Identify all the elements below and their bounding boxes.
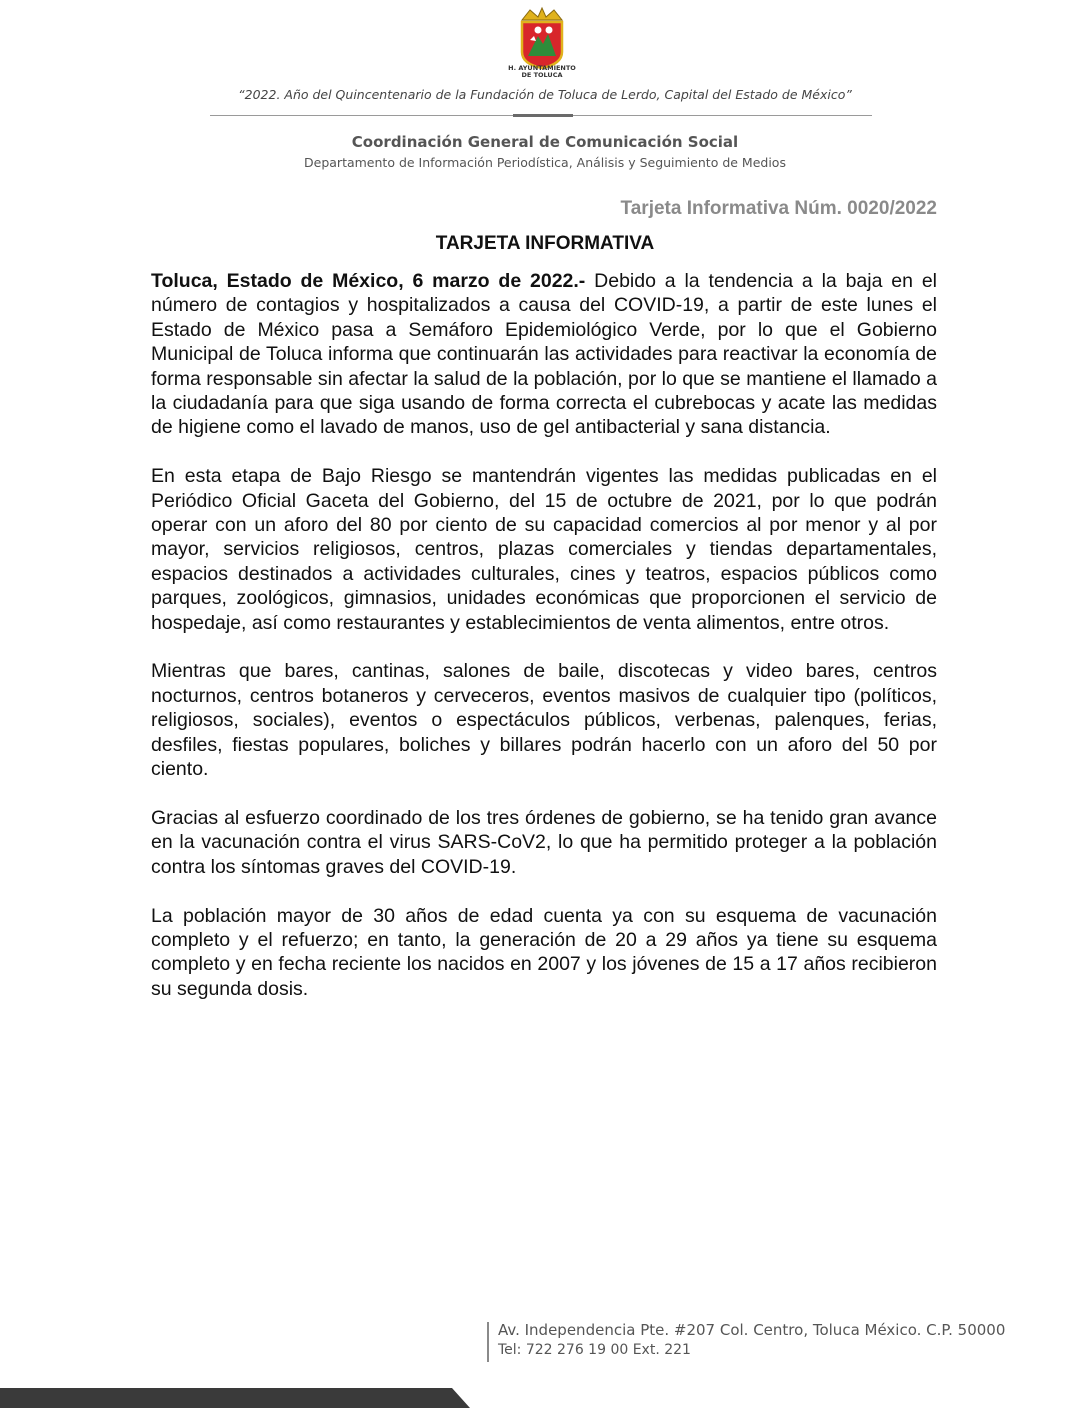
department-title: Coordinación General de Comunicación Social [351, 133, 739, 151]
paragraph-1-text: Debido a la tendencia a la baja en el número de contagios y hospitalizados a causa del COVID-19, a partir de este lunes el Estado de México pasa a Semáforo Epidemiológico Verde, por lo que el Gobierno Municipal de Toluca informa que continuarán las actividades para reactivar la economía de forma responsable sin afectar la salud de la población, por lo que se mantiene el llamado a la ciudadanía para que siga usando de forma correcta el cubrebocas y acate las medidas de higiene como el lavado de manos, uso de gel antibacterial y sana distancia. [151, 270, 938, 439]
footer-address: Av. Independencia Pte. #207 Col. Centro, Toluca México. C.P. 50000 [498, 1321, 1006, 1339]
paragraph-2: En esta etapa de Bajo Riesgo se mantendrán vigentes las medidas publicadas en el Periódico Oficial Gaceta del Gobierno, del 15 de octubre de 2021, por lo que podrán operar con un aforo del 80 por ciento de su capacidad comercios al por menor y al por mayor, servicios religiosos, centros, plazas comerciales y tiendas departamentales, espacios destinados a actividades culturales, cines y teatros, espacios públicos como parques, zoológicos, gimnasios, unidades económicas que proporcionen el servicio de hospedaje, así como restaurantes y establecimientos de venta alimentos, entre otros. [151, 465, 937, 634]
bottom-band [0, 1388, 470, 1408]
card-number: Tarjeta Informativa Núm. 0020/2022 [620, 198, 937, 219]
logo-caption-line1: H. AYUNTAMIENTO [508, 64, 576, 72]
paragraph-3: Mientras que bares, cantinas, salones de baile, discotecas y video bares, centros nocturnos, centros botaneros y cerveceros, eventos masivos de cualquier tipo (políticos, religiosos, sociales), eventos o espectáculos públicos, verbenas, palenques, ferias, desfiles, fiestas populares, boliches y billares podrán hacerlo con un aforo del 50 por ciento. [151, 660, 937, 781]
paragraph-4: Gracias al esfuerzo coordinado de los tres órdenes de gobierno, se ha tenido gran avance en la vacunación contra el virus SARS-CoV2, lo que ha permitido proteger a la población contra los síntomas graves del COVID-19. [151, 806, 937, 878]
paragraph-5: La población mayor de 30 años de edad cuenta ya con su esquema de vacunación completo y el refuerzo; en tanto, la generación de 20 a 29 años ya tiene su esquema completo y en fecha reciente los nacidos en 2007 y los jóvenes de 15 a 17 años recibieron su segunda dosis. [151, 904, 937, 1000]
logo-caption-line2: DE TOLUCA [521, 71, 563, 79]
footer-phone: Tel: 722 276 19 00 Ext. 221 [498, 1342, 691, 1358]
year-motto: “2022. Año del Quincentenario de la Fundación de Toluca de Lerdo, Capital del Estado de México” [238, 87, 852, 102]
department-subtitle: Departamento de Información Periodística, Análisis y Seguimiento de Medios [304, 155, 786, 170]
document-heading: TARJETA INFORMATIVA [435, 233, 655, 254]
document-body [151, 269, 937, 1026]
logo-caption [494, 65, 590, 79]
header-divider-accent [513, 114, 573, 117]
paragraph-1 [151, 269, 937, 440]
dateline: Toluca, Estado de México, 6 marzo de 2022.- [151, 270, 586, 292]
footer-divider [487, 1322, 489, 1362]
